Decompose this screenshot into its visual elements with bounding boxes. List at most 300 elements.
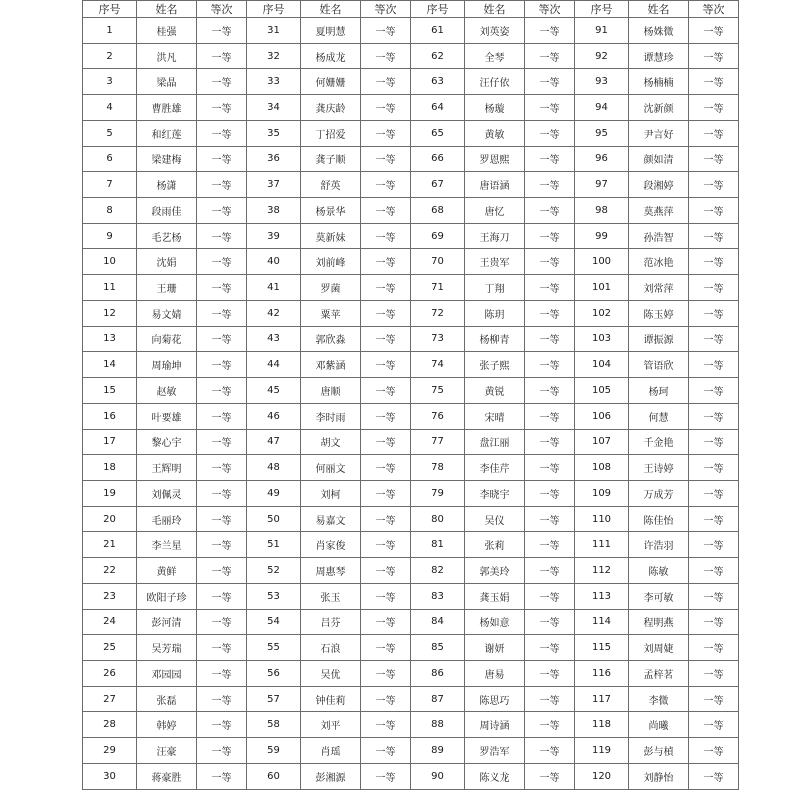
cell-no: 45: [247, 378, 301, 404]
cell-grade: 一等: [689, 609, 739, 635]
cell-no: 53: [247, 583, 301, 609]
cell-name: 周诗涵: [465, 712, 525, 738]
cell-no: 59: [247, 738, 301, 764]
cell-grade: 一等: [361, 172, 411, 198]
cell-no: 43: [247, 326, 301, 352]
cell-grade: 一等: [525, 558, 575, 584]
table-row: [83, 172, 739, 198]
cell-name: 杨潇: [137, 172, 197, 198]
cell-grade: 一等: [361, 686, 411, 712]
cell-no: 13: [83, 326, 137, 352]
cell-no: 23: [83, 583, 137, 609]
cell-name: 杨柳青: [465, 326, 525, 352]
cell-name: 彭湘源: [301, 763, 361, 789]
table-row: [83, 18, 739, 44]
cell-grade: 一等: [197, 738, 247, 764]
cell-name: 吴芳瑞: [137, 635, 197, 661]
cell-no: 118: [575, 712, 629, 738]
cell-name: 钟佳莉: [301, 686, 361, 712]
cell-grade: 一等: [525, 326, 575, 352]
cell-no: 66: [411, 146, 465, 172]
cell-no: 1: [83, 18, 137, 44]
cell-grade: 一等: [361, 480, 411, 506]
cell-name: 许浩羽: [629, 532, 689, 558]
cell-name: 何姗姗: [301, 69, 361, 95]
cell-no: 40: [247, 249, 301, 275]
cell-grade: 一等: [197, 558, 247, 584]
cell-no: 39: [247, 223, 301, 249]
cell-no: 97: [575, 172, 629, 198]
cell-no: 21: [83, 532, 137, 558]
cell-name: 和红莲: [137, 120, 197, 146]
table-body: [83, 18, 739, 790]
cell-grade: 一等: [689, 506, 739, 532]
cell-no: 20: [83, 506, 137, 532]
cell-name: 全琴: [465, 43, 525, 69]
table-row: [83, 223, 739, 249]
cell-name: 舒英: [301, 172, 361, 198]
cell-grade: 一等: [197, 506, 247, 532]
cell-grade: 一等: [361, 609, 411, 635]
cell-no: 107: [575, 429, 629, 455]
cell-grade: 一等: [689, 69, 739, 95]
cell-no: 19: [83, 480, 137, 506]
cell-no: 90: [411, 763, 465, 789]
cell-grade: 一等: [689, 686, 739, 712]
cell-no: 54: [247, 609, 301, 635]
cell-name: 陈义龙: [465, 763, 525, 789]
cell-no: 84: [411, 609, 465, 635]
cell-no: 16: [83, 403, 137, 429]
cell-no: 103: [575, 326, 629, 352]
cell-grade: 一等: [197, 660, 247, 686]
cell-name: 杨景华: [301, 198, 361, 224]
cell-name: 王珊: [137, 275, 197, 301]
cell-no: 24: [83, 609, 137, 635]
cell-grade: 一等: [361, 223, 411, 249]
cell-name: 罗恩熙: [465, 146, 525, 172]
cell-name: 刘前峰: [301, 249, 361, 275]
cell-grade: 一等: [689, 455, 739, 481]
table-row: [83, 198, 739, 224]
cell-grade: 一等: [689, 95, 739, 121]
cell-grade: 一等: [689, 558, 739, 584]
cell-no: 67: [411, 172, 465, 198]
cell-no: 38: [247, 198, 301, 224]
cell-name: 段雨佳: [137, 198, 197, 224]
award-list-table: [82, 0, 739, 790]
cell-no: 112: [575, 558, 629, 584]
cell-name: 孙浩智: [629, 223, 689, 249]
cell-name: 唐忆: [465, 198, 525, 224]
cell-no: 10: [83, 249, 137, 275]
cell-grade: 一等: [361, 120, 411, 146]
cell-grade: 一等: [197, 69, 247, 95]
cell-no: 74: [411, 352, 465, 378]
table-row: [83, 480, 739, 506]
cell-grade: 一等: [197, 275, 247, 301]
cell-no: 75: [411, 378, 465, 404]
table-row: [83, 532, 739, 558]
cell-grade: 一等: [689, 172, 739, 198]
cell-no: 30: [83, 763, 137, 789]
cell-grade: 一等: [689, 403, 739, 429]
cell-grade: 一等: [197, 352, 247, 378]
cell-name: 罗菌: [301, 275, 361, 301]
cell-name: 杨珂: [629, 378, 689, 404]
header-name: 姓名: [301, 1, 361, 18]
cell-no: 104: [575, 352, 629, 378]
cell-name: 颜如清: [629, 146, 689, 172]
cell-grade: 一等: [361, 660, 411, 686]
cell-name: 万成芳: [629, 480, 689, 506]
cell-no: 62: [411, 43, 465, 69]
cell-name: 彭河清: [137, 609, 197, 635]
cell-grade: 一等: [361, 403, 411, 429]
cell-grade: 一等: [689, 146, 739, 172]
cell-name: 段湘婷: [629, 172, 689, 198]
cell-grade: 一等: [361, 275, 411, 301]
table-row: [83, 558, 739, 584]
cell-name: 杨姝微: [629, 18, 689, 44]
cell-name: 龚子顺: [301, 146, 361, 172]
cell-name: 莫燕萍: [629, 198, 689, 224]
cell-no: 86: [411, 660, 465, 686]
cell-name: 孟梓茗: [629, 660, 689, 686]
cell-no: 96: [575, 146, 629, 172]
cell-no: 58: [247, 712, 301, 738]
cell-grade: 一等: [689, 198, 739, 224]
cell-no: 7: [83, 172, 137, 198]
cell-no: 93: [575, 69, 629, 95]
cell-name: 杨如意: [465, 609, 525, 635]
header-grade: 等次: [361, 1, 411, 18]
cell-name: 千金艳: [629, 429, 689, 455]
table-row: [83, 635, 739, 661]
cell-name: 杨成龙: [301, 43, 361, 69]
table-row: [83, 326, 739, 352]
cell-name: 谭慧珍: [629, 43, 689, 69]
cell-grade: 一等: [361, 18, 411, 44]
cell-grade: 一等: [689, 429, 739, 455]
cell-grade: 一等: [689, 18, 739, 44]
cell-grade: 一等: [525, 146, 575, 172]
cell-name: 谭振源: [629, 326, 689, 352]
cell-name: 陈玥: [465, 300, 525, 326]
cell-no: 57: [247, 686, 301, 712]
cell-grade: 一等: [361, 95, 411, 121]
cell-no: 71: [411, 275, 465, 301]
cell-name: 郭欣淼: [301, 326, 361, 352]
cell-grade: 一等: [525, 120, 575, 146]
cell-no: 26: [83, 660, 137, 686]
cell-name: 梁晶: [137, 69, 197, 95]
cell-no: 11: [83, 275, 137, 301]
cell-grade: 一等: [525, 660, 575, 686]
cell-name: 龚玉娟: [465, 583, 525, 609]
cell-no: 33: [247, 69, 301, 95]
cell-name: 肖瑶: [301, 738, 361, 764]
cell-no: 98: [575, 198, 629, 224]
table-row: [83, 69, 739, 95]
cell-grade: 一等: [525, 352, 575, 378]
cell-no: 105: [575, 378, 629, 404]
cell-name: 程明燕: [629, 609, 689, 635]
cell-grade: 一等: [197, 763, 247, 789]
cell-no: 120: [575, 763, 629, 789]
cell-grade: 一等: [197, 532, 247, 558]
table-row: [83, 378, 739, 404]
cell-name: 吴优: [301, 660, 361, 686]
cell-name: 谢妍: [465, 635, 525, 661]
cell-name: 罗浩军: [465, 738, 525, 764]
cell-no: 22: [83, 558, 137, 584]
cell-no: 9: [83, 223, 137, 249]
cell-grade: 一等: [361, 583, 411, 609]
cell-no: 88: [411, 712, 465, 738]
cell-grade: 一等: [361, 326, 411, 352]
cell-grade: 一等: [361, 455, 411, 481]
cell-name: 唐易: [465, 660, 525, 686]
cell-no: 111: [575, 532, 629, 558]
cell-no: 25: [83, 635, 137, 661]
cell-name: 易嘉文: [301, 506, 361, 532]
cell-grade: 一等: [197, 609, 247, 635]
cell-name: 郭美玲: [465, 558, 525, 584]
cell-no: 102: [575, 300, 629, 326]
cell-no: 115: [575, 635, 629, 661]
cell-name: 王辉明: [137, 455, 197, 481]
cell-grade: 一等: [361, 506, 411, 532]
cell-name: 易文婧: [137, 300, 197, 326]
cell-no: 27: [83, 686, 137, 712]
cell-no: 99: [575, 223, 629, 249]
table-row: [83, 686, 739, 712]
cell-grade: 一等: [525, 43, 575, 69]
cell-name: 刘佩灵: [137, 480, 197, 506]
cell-no: 60: [247, 763, 301, 789]
cell-grade: 一等: [361, 532, 411, 558]
cell-name: 丁翔: [465, 275, 525, 301]
cell-grade: 一等: [197, 172, 247, 198]
cell-name: 尚曦: [629, 712, 689, 738]
cell-no: 114: [575, 609, 629, 635]
cell-grade: 一等: [361, 558, 411, 584]
header-grade: 等次: [525, 1, 575, 18]
cell-grade: 一等: [361, 146, 411, 172]
cell-no: 77: [411, 429, 465, 455]
cell-name: 张玉: [301, 583, 361, 609]
page-margin: [0, 0, 82, 794]
cell-name: 范冰艳: [629, 249, 689, 275]
cell-name: 黄敏: [465, 120, 525, 146]
cell-grade: 一等: [197, 326, 247, 352]
cell-name: 毛艺杨: [137, 223, 197, 249]
cell-no: 52: [247, 558, 301, 584]
cell-grade: 一等: [689, 583, 739, 609]
cell-grade: 一等: [689, 300, 739, 326]
cell-no: 2: [83, 43, 137, 69]
cell-name: 汪豪: [137, 738, 197, 764]
cell-name: 刘常萍: [629, 275, 689, 301]
table-row: [83, 120, 739, 146]
cell-grade: 一等: [525, 506, 575, 532]
table-row: [83, 249, 739, 275]
cell-grade: 一等: [197, 455, 247, 481]
cell-name: 陈敏: [629, 558, 689, 584]
cell-grade: 一等: [525, 18, 575, 44]
cell-no: 4: [83, 95, 137, 121]
cell-no: 44: [247, 352, 301, 378]
cell-no: 36: [247, 146, 301, 172]
cell-grade: 一等: [197, 95, 247, 121]
cell-grade: 一等: [197, 223, 247, 249]
header-row: [83, 1, 739, 18]
cell-no: 109: [575, 480, 629, 506]
cell-name: 周瑜坤: [137, 352, 197, 378]
cell-name: 黄鲜: [137, 558, 197, 584]
cell-grade: 一等: [197, 686, 247, 712]
cell-name: 杨璇: [465, 95, 525, 121]
cell-no: 95: [575, 120, 629, 146]
cell-grade: 一等: [525, 532, 575, 558]
cell-grade: 一等: [361, 43, 411, 69]
cell-grade: 一等: [525, 300, 575, 326]
cell-grade: 一等: [525, 763, 575, 789]
cell-grade: 一等: [525, 223, 575, 249]
cell-name: 桂强: [137, 18, 197, 44]
cell-no: 31: [247, 18, 301, 44]
cell-grade: 一等: [361, 763, 411, 789]
cell-grade: 一等: [689, 223, 739, 249]
cell-name: 沈娟: [137, 249, 197, 275]
cell-no: 89: [411, 738, 465, 764]
cell-grade: 一等: [197, 249, 247, 275]
cell-no: 29: [83, 738, 137, 764]
cell-name: 陈玉婷: [629, 300, 689, 326]
table-row: [83, 712, 739, 738]
cell-grade: 一等: [361, 300, 411, 326]
cell-name: 何慧: [629, 403, 689, 429]
cell-grade: 一等: [689, 120, 739, 146]
table-row: [83, 506, 739, 532]
table-row: [83, 609, 739, 635]
cell-name: 毛丽玲: [137, 506, 197, 532]
header-name: 姓名: [137, 1, 197, 18]
cell-no: 46: [247, 403, 301, 429]
cell-name: 王贵军: [465, 249, 525, 275]
table-row: [83, 275, 739, 301]
cell-name: 李佳芹: [465, 455, 525, 481]
cell-name: 沈新颜: [629, 95, 689, 121]
table-row: [83, 763, 739, 789]
cell-no: 76: [411, 403, 465, 429]
cell-no: 3: [83, 69, 137, 95]
cell-no: 51: [247, 532, 301, 558]
cell-no: 42: [247, 300, 301, 326]
cell-name: 欧阳子珍: [137, 583, 197, 609]
cell-name: 叶要雄: [137, 403, 197, 429]
cell-no: 85: [411, 635, 465, 661]
cell-name: 彭与楨: [629, 738, 689, 764]
cell-no: 15: [83, 378, 137, 404]
cell-grade: 一等: [361, 69, 411, 95]
cell-grade: 一等: [689, 712, 739, 738]
cell-name: 韩婷: [137, 712, 197, 738]
cell-grade: 一等: [689, 532, 739, 558]
cell-name: 刘静怡: [629, 763, 689, 789]
cell-name: 梁建梅: [137, 146, 197, 172]
table-row: [83, 738, 739, 764]
cell-name: 肖家俊: [301, 532, 361, 558]
cell-no: 14: [83, 352, 137, 378]
cell-no: 101: [575, 275, 629, 301]
cell-grade: 一等: [197, 18, 247, 44]
cell-grade: 一等: [197, 403, 247, 429]
cell-grade: 一等: [197, 429, 247, 455]
cell-name: 邓紫涵: [301, 352, 361, 378]
cell-name: 张莉: [465, 532, 525, 558]
cell-no: 91: [575, 18, 629, 44]
cell-no: 50: [247, 506, 301, 532]
cell-name: 管语欣: [629, 352, 689, 378]
cell-grade: 一等: [197, 120, 247, 146]
cell-no: 94: [575, 95, 629, 121]
cell-grade: 一等: [525, 429, 575, 455]
table-row: [83, 95, 739, 121]
cell-no: 8: [83, 198, 137, 224]
cell-grade: 一等: [361, 429, 411, 455]
cell-grade: 一等: [525, 480, 575, 506]
cell-no: 73: [411, 326, 465, 352]
cell-name: 石浪: [301, 635, 361, 661]
cell-grade: 一等: [361, 712, 411, 738]
cell-name: 李可敏: [629, 583, 689, 609]
cell-no: 5: [83, 120, 137, 146]
cell-name: 曹胜雄: [137, 95, 197, 121]
cell-name: 粟苹: [301, 300, 361, 326]
cell-no: 106: [575, 403, 629, 429]
cell-no: 116: [575, 660, 629, 686]
cell-no: 41: [247, 275, 301, 301]
cell-no: 61: [411, 18, 465, 44]
cell-grade: 一等: [689, 378, 739, 404]
cell-grade: 一等: [689, 660, 739, 686]
cell-grade: 一等: [361, 198, 411, 224]
cell-grade: 一等: [525, 686, 575, 712]
cell-no: 72: [411, 300, 465, 326]
cell-no: 119: [575, 738, 629, 764]
cell-no: 100: [575, 249, 629, 275]
cell-grade: 一等: [689, 738, 739, 764]
cell-name: 王海刀: [465, 223, 525, 249]
header-no: 序号: [247, 1, 301, 18]
cell-no: 81: [411, 532, 465, 558]
cell-no: 80: [411, 506, 465, 532]
table-row: [83, 660, 739, 686]
cell-grade: 一等: [197, 480, 247, 506]
cell-no: 6: [83, 146, 137, 172]
cell-name: 唐顺: [301, 378, 361, 404]
cell-name: 蒋豪胜: [137, 763, 197, 789]
cell-no: 110: [575, 506, 629, 532]
cell-no: 69: [411, 223, 465, 249]
cell-no: 49: [247, 480, 301, 506]
cell-grade: 一等: [197, 198, 247, 224]
cell-grade: 一等: [689, 763, 739, 789]
cell-no: 108: [575, 455, 629, 481]
cell-name: 黎心宇: [137, 429, 197, 455]
